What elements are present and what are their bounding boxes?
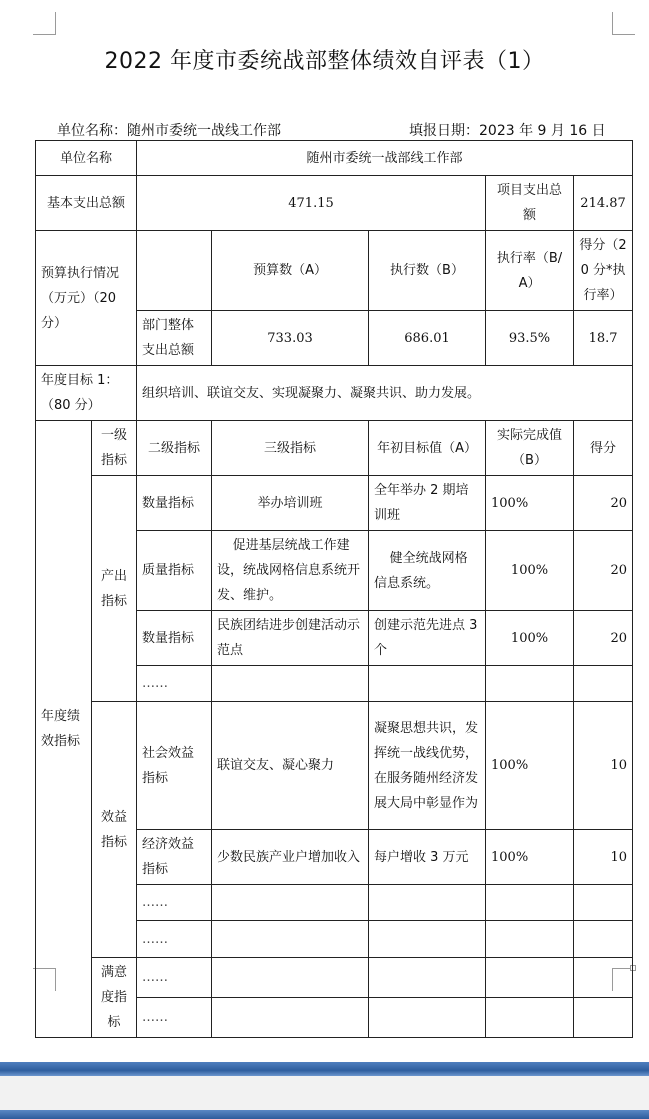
level2-cell: 社会效益指标 — [137, 702, 212, 830]
basic-expense-label: 基本支出总额 — [36, 176, 137, 231]
empty-cell — [212, 666, 369, 702]
empty-cell — [574, 885, 633, 921]
ellipsis-cell: …… — [137, 921, 212, 958]
level3-cell: 少数民族产业户增加收入 — [212, 830, 369, 885]
empty-cell — [574, 666, 633, 702]
empty-cell — [574, 958, 633, 998]
evaluation-table — [35, 140, 633, 1038]
dept-rate-value: 93.5% — [486, 311, 574, 366]
empty-cell — [486, 885, 574, 921]
table-row — [36, 141, 633, 176]
next-page-bar — [0, 1110, 649, 1119]
empty-cell — [486, 921, 574, 958]
basic-expense-value: 471.15 — [137, 176, 486, 231]
target-cell: 创建示范先进点 3 个 — [369, 611, 486, 666]
crop-mark-top-left — [33, 12, 56, 35]
actual-cell: 100% — [486, 702, 574, 830]
budget-col-header: 预算数（A） — [212, 231, 369, 311]
budget-execution-label: 预算执行情况（万元）（20 分） — [36, 231, 137, 366]
rate-col-header: 执行率（B/A） — [486, 231, 574, 311]
window-bottom-bar — [0, 1062, 649, 1076]
table-row — [36, 702, 633, 830]
level3-cell: 促进基层统战工作建设，统战网格信息系统开发、维护。 — [212, 531, 369, 611]
ellipsis-cell: …… — [137, 958, 212, 998]
ellipsis-cell: …… — [137, 666, 212, 702]
score-cell: 20 — [574, 611, 633, 666]
benefit-indicator-label: 效益指标 — [92, 702, 137, 958]
unit-name-label: 单位名称 — [36, 141, 137, 176]
ellipsis-cell: …… — [137, 885, 212, 921]
level2-cell: 质量指标 — [137, 531, 212, 611]
level2-cell: 经济效益指标 — [137, 830, 212, 885]
empty-cell — [369, 666, 486, 702]
table-row — [36, 476, 633, 531]
annual-indicator-label: 年度绩效指标 — [36, 421, 92, 1038]
actual-cell: 100% — [486, 531, 574, 611]
level1-header: 一级指标 — [92, 421, 137, 476]
empty-cell — [574, 921, 633, 958]
target-cell: 凝聚思想共识，发挥统一战线优势，在服务随州经济发展大局中彰显作为 — [369, 702, 486, 830]
dept-executed-value: 686.01 — [369, 311, 486, 366]
table-row — [36, 176, 633, 231]
level2-cell: 数量指标 — [137, 476, 212, 531]
project-expense-value: 214.87 — [574, 176, 633, 231]
unit-name-line: 单位名称：随州市委统一战线工作部 — [57, 123, 281, 139]
actual-header: 实际完成值（B） — [486, 421, 574, 476]
unit-name-value: 随州市委统一战部线工作部 — [137, 141, 633, 176]
actual-cell: 100% — [486, 830, 574, 885]
page-gap — [0, 1076, 649, 1110]
score-cell: 10 — [574, 702, 633, 830]
empty-cell — [486, 666, 574, 702]
table-row — [36, 421, 633, 476]
level3-cell: 联谊交友、凝心聚力 — [212, 702, 369, 830]
annual-goal-text: 组织培训、联谊交友、实现凝聚力、凝聚共识、助力发展。 — [137, 366, 633, 421]
target-cell: 全年举办 2 期培训班 — [369, 476, 486, 531]
score-header: 得分 — [574, 421, 633, 476]
empty-cell — [212, 958, 369, 998]
output-indicator-label: 产出指标 — [92, 476, 137, 702]
document-title: 2022 年度市委统战部整体绩效自评表（1） — [104, 49, 545, 74]
ellipsis-cell: …… — [137, 998, 212, 1038]
score-cell: 20 — [574, 476, 633, 531]
empty-cell — [212, 885, 369, 921]
score-cell: 20 — [574, 531, 633, 611]
target-header: 年初目标值（A） — [369, 421, 486, 476]
empty-cell — [369, 885, 486, 921]
project-expense-label: 项目支出总额 — [486, 176, 574, 231]
crop-mark-top-right — [612, 12, 635, 35]
dept-total-label: 部门整体支出总额 — [137, 311, 212, 366]
empty-cell — [369, 921, 486, 958]
empty-cell — [369, 958, 486, 998]
table-row — [36, 366, 633, 421]
empty-cell — [369, 998, 486, 1038]
empty-cell — [212, 921, 369, 958]
table-row — [36, 958, 633, 998]
empty-cell — [212, 998, 369, 1038]
empty-cell — [486, 998, 574, 1038]
level2-header: 二级指标 — [137, 421, 212, 476]
annual-goal-label: 年度目标 1：（80 分） — [36, 366, 137, 421]
dept-score-value: 18.7 — [574, 311, 633, 366]
level2-cell: 数量指标 — [137, 611, 212, 666]
score-cell: 10 — [574, 830, 633, 885]
level3-header: 三级指标 — [212, 421, 369, 476]
target-cell: 每户增收 3 万元 — [369, 830, 486, 885]
level3-cell: 举办培训班 — [212, 476, 369, 531]
actual-cell: 100% — [486, 611, 574, 666]
budget-score-col-header: 得分（20 分*执行率） — [574, 231, 633, 311]
level3-cell: 民族团结进步创建活动示范点 — [212, 611, 369, 666]
target-cell: 健全统战网格信息系统。 — [369, 531, 486, 611]
table-row — [36, 231, 633, 311]
actual-cell: 100% — [486, 476, 574, 531]
executed-col-header: 执行数（B） — [369, 231, 486, 311]
dept-budget-value: 733.03 — [212, 311, 369, 366]
empty-cell — [574, 998, 633, 1038]
empty-cell — [137, 231, 212, 311]
fill-date-line: 填报日期：2023 年 9 月 16 日 — [409, 123, 606, 139]
empty-cell — [486, 958, 574, 998]
satisfaction-indicator-label: 满意度指标 — [92, 958, 137, 1038]
